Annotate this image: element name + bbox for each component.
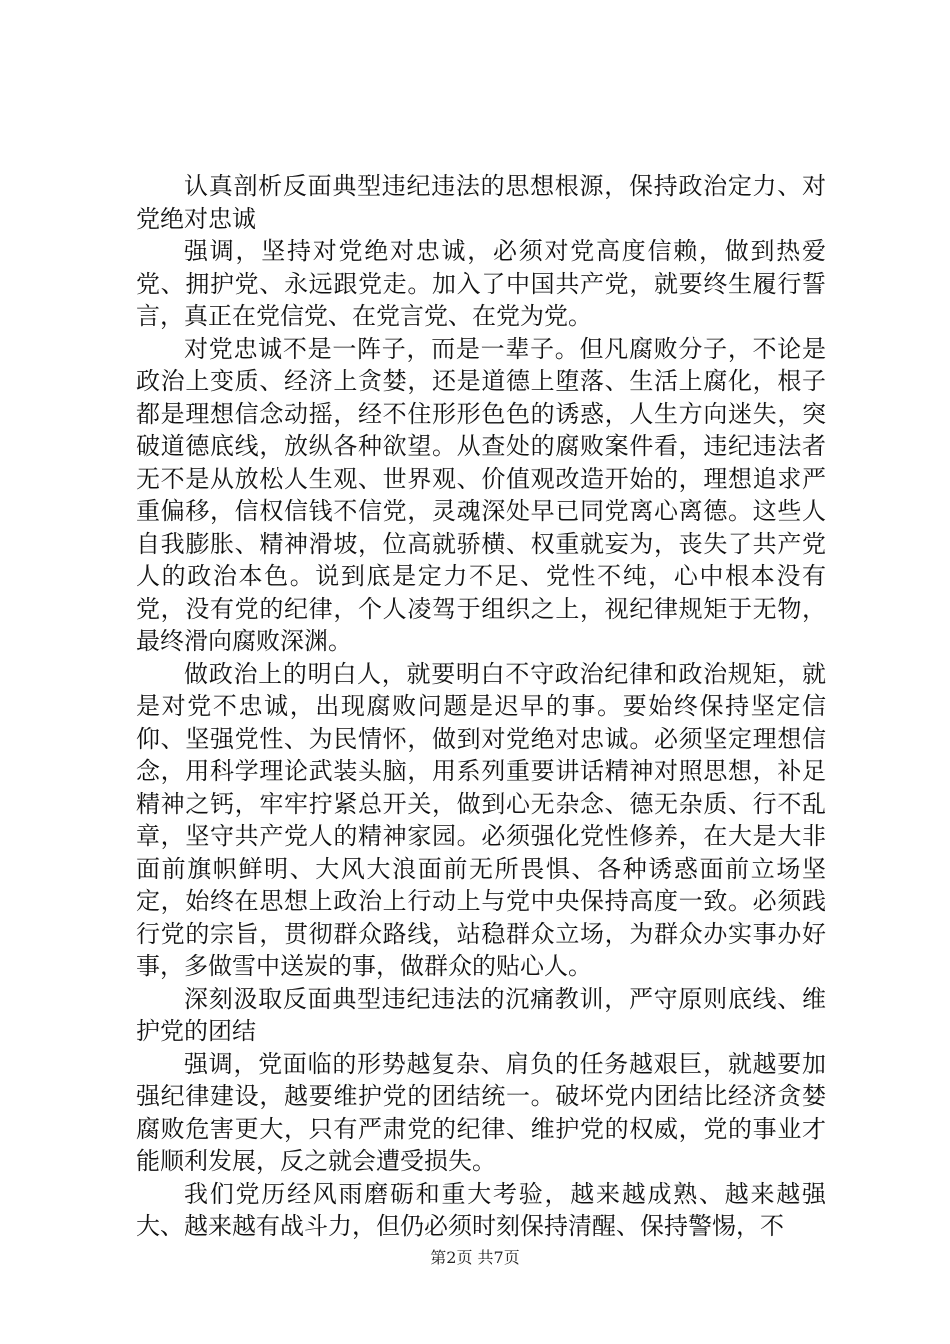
paragraph: 做政治上的明白人，就要明白不守政治纪律和政治规矩，就是对党不忠诚，出现腐败问题是迟早的事。要始终保持坚定信仰、坚强党性、为民情怀，做到对党绝对忠诚。必须坚定理想信念，用科学理论武装头脑，用系列重要讲话精神对照思想，补足精神之钙，牢牢拧紧总开关，做到心无杂念、德无杂质、行不乱章，坚守共产党人的精神家园。必须强化党性修养，在大是大非面前旗帜鲜明、大风大浪面前无所畏惧、各种诱惑面前立场坚定，始终在思想上政治上行动上与党中央保持高度一致。必须践行党的宗旨，贯彻群众路线，站稳群众立场，为群众办实事办好事，多做雪中送炭的事，做群众的贴心人。 — [136, 659, 826, 980]
section-heading: 深刻汲取反面典型违纪违法的沉痛教训，严守原则底线、维护党的团结 — [136, 984, 826, 1045]
page-number-label: 第2页 共7页 — [430, 1248, 520, 1267]
paragraph: 对党忠诚不是一阵子，而是一辈子。但凡腐败分子，不论是政治上变质、经济上贪婪，还是道德上堕落、生活上腐化，根子都是理想信念动摇，经不住形形色色的诱惑，人生方向迷失，突破道德底线，放纵各种欲望。从查处的腐败案件看，违纪违法者无不是从放松人生观、世界观、价值观改造开始的，理想追求严重偏移，信权信钱不信党，灵魂深处早已同党离心离德。这些人自我膨胀、精神滑坡，位高就骄横、权重就妄为，丧失了共产党人的政治本色。说到底是定力不足、党性不纯，心中根本没有党，没有党的纪律，个人凌驾于组织之上，视纪律规矩于无物，最终滑向腐败深渊。 — [136, 334, 826, 655]
document-body — [136, 170, 826, 1243]
section-heading: 认真剖析反面典型违纪违法的思想根源，保持政治定力、对党绝对忠诚 — [136, 172, 826, 233]
paragraph: 我们党历经风雨磨砺和重大考验，越来越成熟、越来越强大、越来越有战斗力，但仍必须时刻保持清醒、保持警惕，不 — [136, 1179, 826, 1240]
page-footer — [0, 1245, 950, 1268]
paragraph: 强调，党面临的形势越复杂、肩负的任务越艰巨，就越要加强纪律建设，越要维护党的团结统一。破坏党内团结比经济贪婪腐败危害更大，只有严肃党的纪律、维护党的权威，党的事业才能顺利发展，反之就会遭受损失。 — [136, 1049, 826, 1175]
paragraph: 强调，坚持对党绝对忠诚，必须对党高度信赖，做到热爱党、拥护党、永远跟党走。加入了中国共产党，就要终生履行誓言，真正在党信党、在党言党、在党为党。 — [136, 237, 826, 330]
